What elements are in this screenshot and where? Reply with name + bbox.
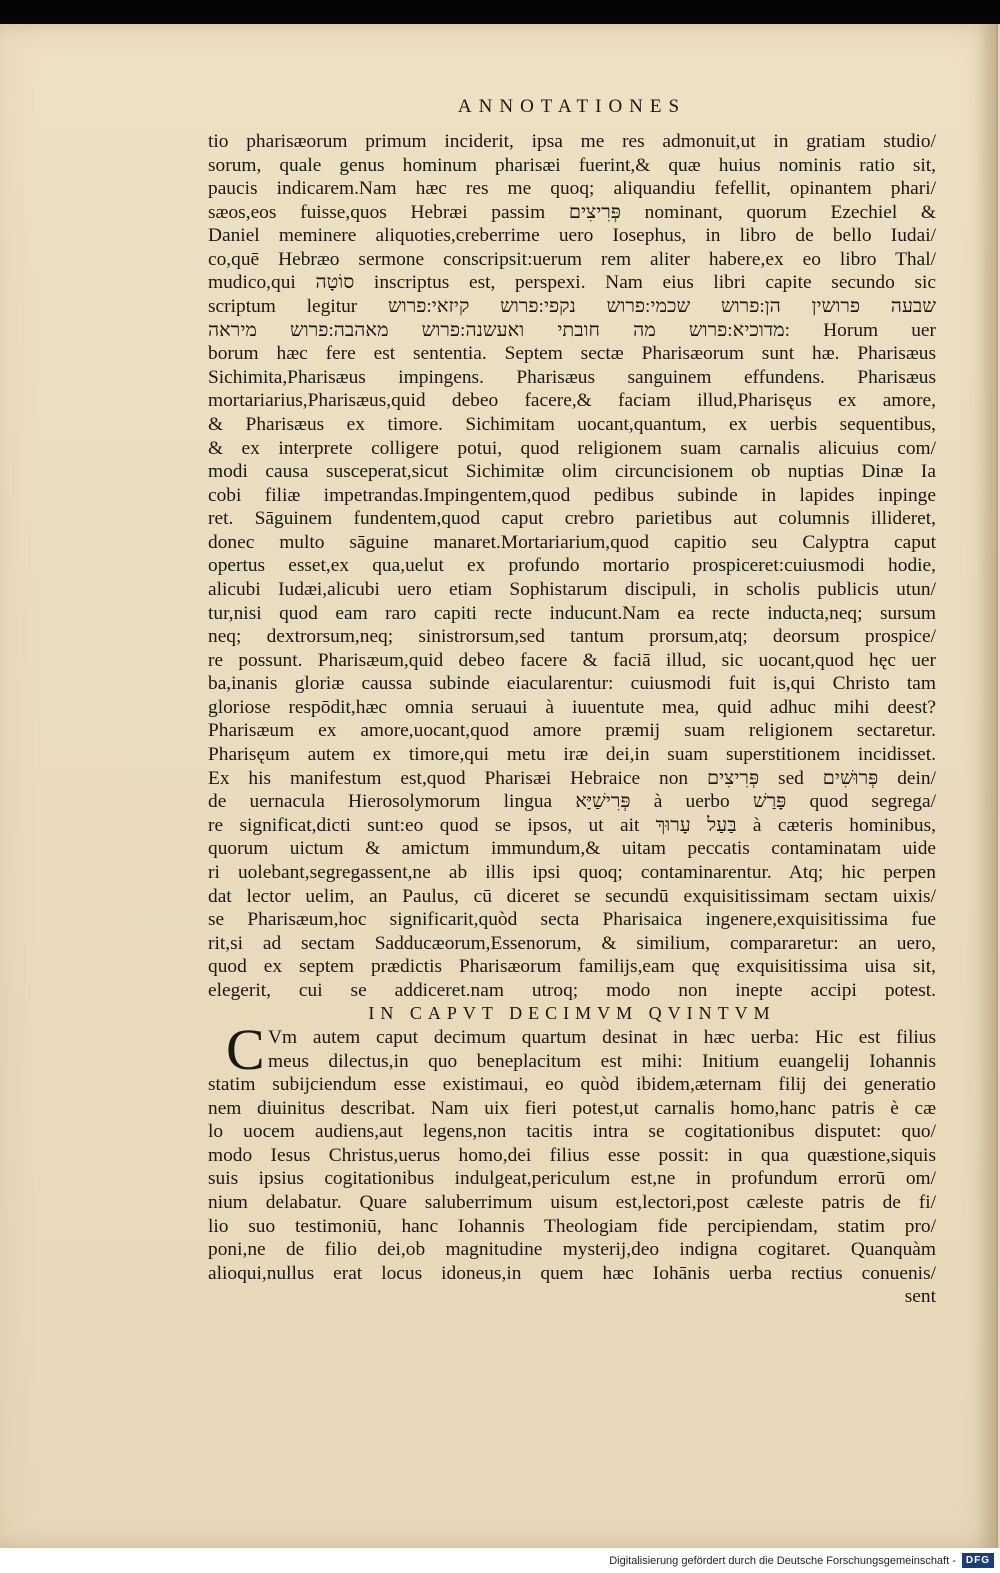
text-line: rit,si ad sectam Sadducæorum,Essenorum, & similium, compararetur: an uero,	[208, 932, 936, 954]
section-heading: IN CAPVT DECIMVM QVINTVM	[368, 1003, 776, 1024]
text-line: paucis indicarem.Nam hæc res me quoq; aliquandiu fefellit, opinantem phari/	[208, 178, 936, 200]
text-line: modo Iesus Christus,uerus homo,dei filius esse possit: in qua quæstione,siquis	[208, 1144, 936, 1166]
digitization-footer	[0, 1548, 1000, 1573]
text-line: sorum, quale genus hominum pharisæi fuerint,& quæ huius nominis ratio sit,	[208, 154, 936, 176]
text-line: Pharisæum ex amore,uocant,quod amore præmij suam religionem sectaretur.	[208, 720, 936, 742]
text-line: sæos,eos fuisse,quos Hebræi passim פְּרִיצִים nominant, quorum Ezechiel &	[208, 201, 936, 223]
text-line: gloriose respōdit,hæc omnia seruaui à iuuentute mea, quid adhuc mihi deest?	[208, 696, 936, 718]
text-line: & Pharisæus ex timore. Sichimitam uocant,quantum, ex uerbis sequentibus,	[208, 413, 936, 435]
text-line: de uernacula Hierosolymorum lingua פְּרִישַׁיָּא à uerbo פָּרַשׁ quod segrega/	[208, 791, 936, 813]
text-line: Daniel meminere aliquoties,creberrime uero Iosephus, in libro de bello Iudai/	[208, 225, 936, 247]
chapter-body	[208, 1016, 936, 1285]
text-line: alioqui,nullus erat locus idoneus,in quem hæc Iohānis uerba rectius conuenis/	[208, 1262, 936, 1284]
text-line: re significat,dicti sunt:eo quod se ipsos, ut ait בַּעַל עָרוּךְ à cæteris hominibus,	[208, 814, 936, 836]
catchword: sent	[904, 1286, 936, 1308]
text-line: re possunt. Pharisæum,quid debeo facere & faciā illud, sic uocant,quod hęc uer	[208, 649, 936, 671]
text-line: suis ipsius cogitationibus indulgeat,periculum est,ne in profundum errorū om/	[208, 1168, 936, 1190]
text-line: ret. Sāguinem fundentem,quod caput crebro parietibus aut columnis illideret,	[208, 508, 936, 530]
text-line: lo uocem audiens,aut legens,non tacitis intra se cogitationibus disputet: quo/	[208, 1121, 936, 1143]
text-line: nium delabatur. Quare saluberrimum uisum est,lectori,post cæleste patris de fi/	[208, 1192, 936, 1214]
text-line: Vm autem caput decimum quartum desinat in hæc uerba: Hic est filius	[268, 1026, 936, 1048]
text-line: quorum uictum & amictum immundum,& uitam peccatis contaminatam uide	[208, 838, 936, 860]
page-text-block	[208, 96, 936, 1309]
text-line: tio pharisæorum primum inciderit, ipsa me res admonuit,ut in gratiam studio/	[208, 131, 936, 152]
text-line: alicubi Iudæi,alicubi uero etiam Sophistarum discipuli, in scholis publicis utun/	[208, 578, 936, 600]
text-line: donec multo sāguine manaret.Mortariarium,quod capitio seu Calyptra caput	[208, 531, 936, 553]
text-line: mortariarius,Pharisæus,quid debeo facere,& faciam illud,Pharisęus ex amore,	[208, 390, 936, 412]
running-head: ANNOTATIONES	[457, 96, 687, 117]
text-line: co,quē Hebræo sermone conscripsit:uerum rem aliter habere,ex eo libro Thal/	[208, 248, 936, 270]
text-line: borum hæc fere est sententia. Septem sectæ Pharisæorum sunt hæ. Pharisæus	[208, 343, 936, 365]
text-line: neq; dextrorsum,neq; sinistrorsum,sed tantum prorsum,atq; deorsum prospice/	[208, 626, 936, 648]
text-line: ba,inanis gloriæ caussa subinde eiacularentur: cuiusmodi fuit is,qui Christo tam	[208, 673, 936, 695]
text-line: & ex interprete colligere potui, quod religionem suam carnalis alicuius com/	[208, 437, 936, 459]
text-line: מדוכיא:פרוש מה חובתי ואעשנה:פרוש מאהבה:פרוש מיראה: Horum uer	[208, 319, 936, 341]
top-black-bar	[0, 0, 1000, 24]
dfg-logo: DFG	[962, 1553, 994, 1568]
text-line: lio suo testimoniū, hanc Iohannis Theologiam fide percipiendam, statim pro/	[208, 1215, 936, 1237]
text-line: nem diuinitus describat. Nam uix fieri potest,ut carnalis homo,hanc patris è cæ	[208, 1097, 936, 1119]
text-line: tur,nisi quod eam raro capiti recte inducunt.Nam ea recte inducta,neq; sursum	[208, 602, 936, 624]
text-line: elegerit, cui se addiceret.nam utroq; modo non inepte accipi potest.	[208, 979, 936, 1001]
text-line: Ex his manifestum est,quod Pharisæi Hebraice non פְּרִיצִים sed פְּרוּשִׁים dein/	[208, 767, 936, 789]
text-line: opertus esset,ex qua,uelut ex profundo mortario prospiceret:cuiusmodi hodie,	[208, 555, 936, 577]
text-line: modi causa susceperat,sicut Sichimitæ olim circuncisionem ob nuptias Dinæ Ia	[208, 461, 936, 483]
text-line: Pharisęum autem ex timore,qui metu iræ dei,in suam superstitionem incidisset.	[208, 744, 936, 766]
text-line: quod ex septem prædictis Pharisæorum familijs,eam quę exquisitissima uisa sit,	[208, 956, 936, 978]
text-line: meus dilectus,in quo beneplacitum est mihi: Initium euangelij Iohannis	[268, 1050, 936, 1072]
text-line: cobi filiæ impetrandas.Impingentem,quod pedibus subinde in lapides inpinge	[208, 484, 936, 506]
funding-credit: Digitalisierung gefördert durch die Deutsche Forschungsgemeinschaft -	[609, 1554, 956, 1567]
text-line: dat lector uelim, an Paulus, cū diceret se secundū exquisitissimam sectam uixis/	[208, 885, 936, 907]
text-line: scriptum legitur שבעה פרושין הן:פרוש שכמי:פרוש נקפי:פרוש קיזאי:פרוש	[208, 296, 936, 318]
text-line: mudico,qui סוֹטָה inscriptus est, perspexi. Nam eius libri capite secundo sic	[208, 272, 936, 294]
page-edge-shadow	[978, 24, 1000, 1548]
text-line: ri uolebant,segregassent,ne ab illis ipsi quoq; contaminarentur. Atq; hic perpen	[208, 861, 936, 883]
annotation-body	[208, 130, 936, 1002]
text-line: poni,ne de filio dei,ob magnitudine mysterij,deo indigna cogitaret. Quanquàm	[208, 1239, 936, 1261]
text-line: statim subijciendum esse existimaui, eo quòd ibidem,æternam filij dei generatio	[208, 1074, 936, 1096]
text-line: se Pharisæum,hoc significarit,quòd secta Pharisaica ingenere,exquisitissima fue	[208, 909, 936, 931]
chapter-lines	[208, 1026, 936, 1285]
text-line: Sichimita,Pharisæus impingens. Pharisæus sanguinem effundens. Pharisæus	[208, 366, 936, 388]
drop-cap-initial: C	[226, 1016, 265, 1082]
